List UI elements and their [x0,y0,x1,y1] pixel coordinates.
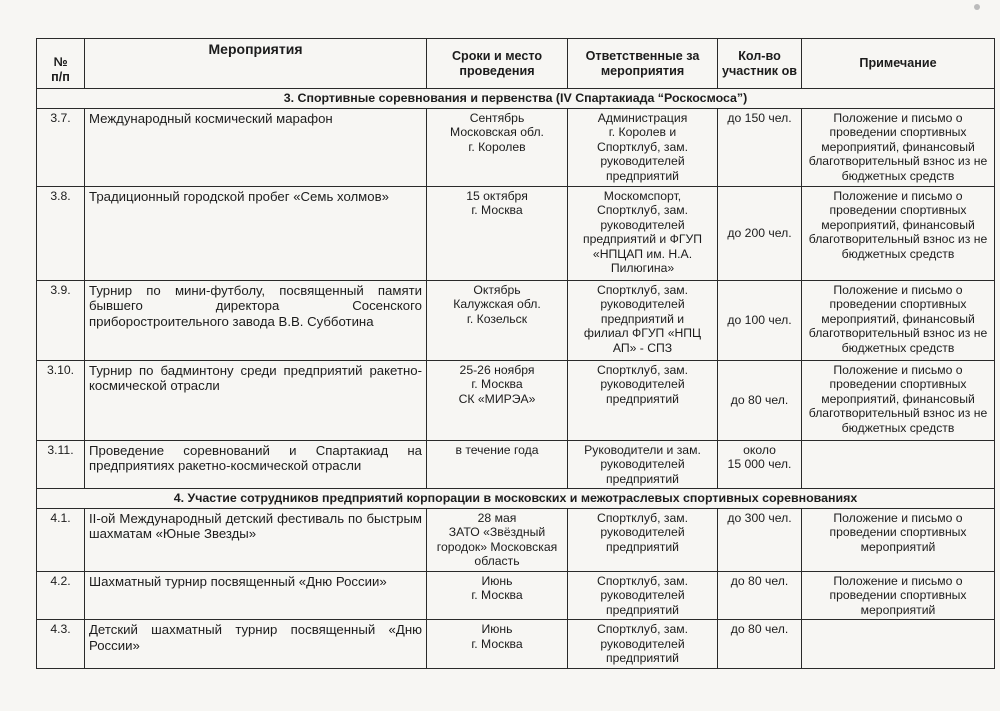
table-row [37,620,995,669]
row-note [802,620,995,669]
row-count: до 80 чел. [718,360,802,440]
row-count: до 80 чел. [718,620,802,669]
row-responsible: Москомспорт, Спортклуб, зам. руководителей предприятий и ФГУП «НПЦАП им. Н.А. Пилюгина» [568,186,718,280]
row-responsible: Спортклуб, зам. руководителей предприятий и филиал ФГУП «НПЦ АП» - СПЗ [568,280,718,360]
row-dates: в течение года [427,440,568,489]
section-header-row [37,89,995,109]
row-num: 3.11. [37,440,85,489]
table-row [37,508,995,571]
row-responsible: Руководители и зам. руководителей предприятий [568,440,718,489]
row-dates: 15 октября г. Москва [427,186,568,280]
header-note: Примечание [802,39,995,89]
row-responsible: Спортклуб, зам. руководителей предприятий [568,620,718,669]
row-dates: 25-26 ноября г. Москва СК «МИРЭА» [427,360,568,440]
row-num: 3.7. [37,108,85,186]
table-row [37,186,995,280]
row-event: Проведение соревнований и Спартакиад на предприятиях ракетно-космической отрасли [85,440,427,489]
header-dates: Сроки и место проведения [427,39,568,89]
row-num: 4.2. [37,571,85,620]
events-table [36,38,995,669]
row-count: до 80 чел. [718,571,802,620]
section-title: 4. Участие сотрудников предприятий корпорации в московских и межотраслевых спортивных соревнованиях [37,489,995,509]
row-note: Положение и письмо о проведении спортивных мероприятий, финансовый благотворительный взнос из не бюджетных средств [802,360,995,440]
row-event: Международный космический марафон [85,108,427,186]
row-note: Положение и письмо о проведении спортивных мероприятий [802,508,995,571]
row-responsible: Спортклуб, зам. руководителей предприятий [568,508,718,571]
row-event: Шахматный турнир посвященный «Дню России» [85,571,427,620]
header-count: Кол-во участник ов [718,39,802,89]
row-note [802,440,995,489]
header-event: Мероприятия [85,39,427,89]
row-count: до 300 чел. [718,508,802,571]
row-num: 3.9. [37,280,85,360]
row-responsible: Спортклуб, зам. руководителей предприятий [568,571,718,620]
table-row [37,280,995,360]
row-count: около 15 000 чел. [718,440,802,489]
section-title: 3. Спортивные соревнования и первенства (IV Спартакиада “Роскосмоса”) [37,89,995,109]
table-row [37,440,995,489]
section-header-row [37,489,995,509]
row-num: 3.8. [37,186,85,280]
row-note: Положение и письмо о проведении спортивных мероприятий, финансовый благотворительный взнос из не бюджетных средств [802,186,995,280]
row-note: Положение и письмо о проведении спортивных мероприятий, финансовый благотворительный взнос из не бюджетных средств [802,280,995,360]
row-num: 4.1. [37,508,85,571]
row-responsible: Администрация г. Королев и Спортклуб, зам. руководителей предприятий [568,108,718,186]
row-dates: Июнь г. Москва [427,620,568,669]
row-dates: Июнь г. Москва [427,571,568,620]
row-num: 4.3. [37,620,85,669]
table-row [37,571,995,620]
row-count: до 150 чел. [718,108,802,186]
document-sheet [36,38,994,669]
row-note: Положение и письмо о проведении спортивных мероприятий, финансовый благотворительный взнос из не бюджетных средств [802,108,995,186]
header-num: № п/п [37,39,85,89]
header-row [37,39,995,89]
row-num: 3.10. [37,360,85,440]
row-note: Положение и письмо о проведении спортивных мероприятий [802,571,995,620]
row-count: до 100 чел. [718,280,802,360]
row-event: Традиционный городской пробег «Семь холмов» [85,186,427,280]
table-row [37,108,995,186]
row-dates: Сентябрь Московская обл. г. Королев [427,108,568,186]
row-dates: Октябрь Калужская обл. г. Козельск [427,280,568,360]
row-event: II-ой Международный детский фестиваль по быстрым шахматам «Юные Звезды» [85,508,427,571]
row-event: Турнир по бадминтону среди предприятий ракетно-космической отрасли [85,360,427,440]
row-event: Детский шахматный турнир посвященный «Дню России» [85,620,427,669]
row-dates: 28 мая ЗАТО «Звёздный городок» Московская область [427,508,568,571]
header-responsible: Ответственные за мероприятия [568,39,718,89]
table-row [37,360,995,440]
corner-mark [974,4,980,10]
row-responsible: Спортклуб, зам. руководителей предприятий [568,360,718,440]
row-count: до 200 чел. [718,186,802,280]
row-event: Турнир по мини-футболу, посвященный памяти бывшего директора Сосенского приборостроительного завода В.В. Субботина [85,280,427,360]
table-body [37,89,995,669]
